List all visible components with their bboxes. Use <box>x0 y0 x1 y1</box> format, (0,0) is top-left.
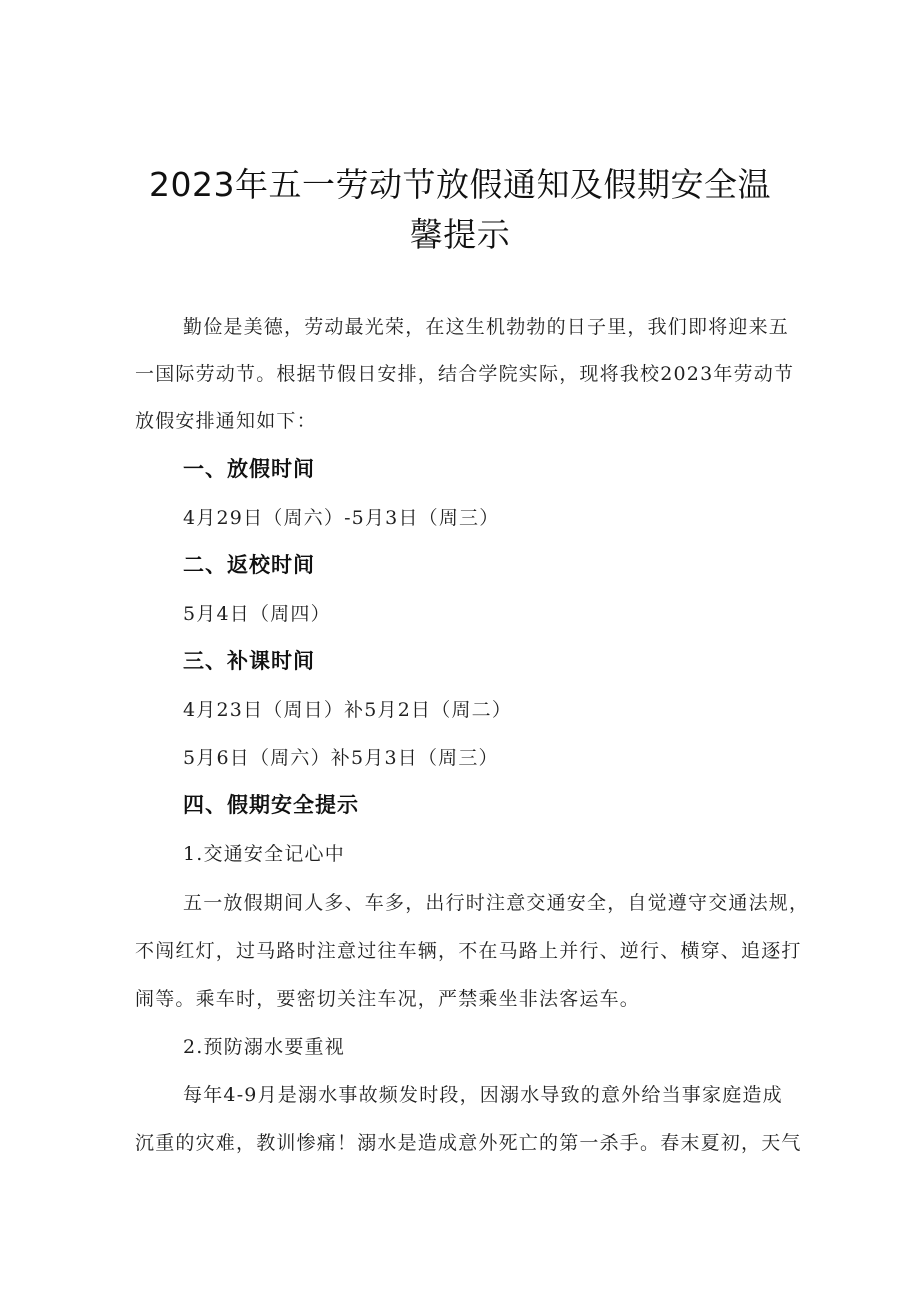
document-title-line-2: 馨提示 <box>409 215 511 254</box>
safety-item-2-line-2: 沉重的灾难，教训惨痛！溺水是造成意外死亡的第一杀手。春末夏初，天气 <box>135 1132 802 1154</box>
section-heading-return-time: 二、返校时间 <box>183 553 315 577</box>
safety-item-1-line-2: 不闯红灯，过马路时注意过往车辆，不在马路上并行、逆行、横穿、追逐打 <box>135 940 802 962</box>
makeup-class-item-2: 5月6日（周六）补5月3日（周三） <box>183 747 499 769</box>
safety-item-1-line-3: 闹等。乘车时，要密切关注车况，严禁乘坐非法客运车。 <box>135 988 641 1010</box>
document-title-line-1: 2023年五一劳动节放假通知及假期安全温 <box>149 165 771 204</box>
intro-line-2: 一国际劳动节。根据节假日安排，结合学院实际，现将我校2023年劳动节 <box>135 363 795 385</box>
intro-line-1: 勤俭是美德，劳动最光荣，在这生机勃勃的日子里，我们即将迎来五 <box>183 316 790 338</box>
section-heading-safety-tips: 四、假期安全提示 <box>183 793 359 817</box>
safety-item-2-line-1: 每年4-9月是溺水事故频发时段，因溺水导致的意外给当事家庭造成 <box>183 1084 783 1106</box>
safety-item-1-line-1: 五一放假期间人多、车多，出行时注意交通安全，自觉遵守交通法规， <box>183 892 810 914</box>
safety-item-1-title: 1.交通安全记心中 <box>183 843 345 865</box>
intro-line-3: 放假安排通知如下： <box>135 410 317 432</box>
section-heading-holiday-time: 一、放假时间 <box>183 457 315 481</box>
holiday-time-text: 4月29日（周六）-5月3日（周三） <box>183 507 500 529</box>
makeup-class-item-1: 4月23日（周日）补5月2日（周二） <box>183 699 513 721</box>
section-heading-makeup-class-time: 三、补课时间 <box>183 649 315 673</box>
return-time-text: 5月4日（周四） <box>183 603 331 625</box>
safety-item-2-title: 2.预防溺水要重视 <box>183 1036 345 1058</box>
